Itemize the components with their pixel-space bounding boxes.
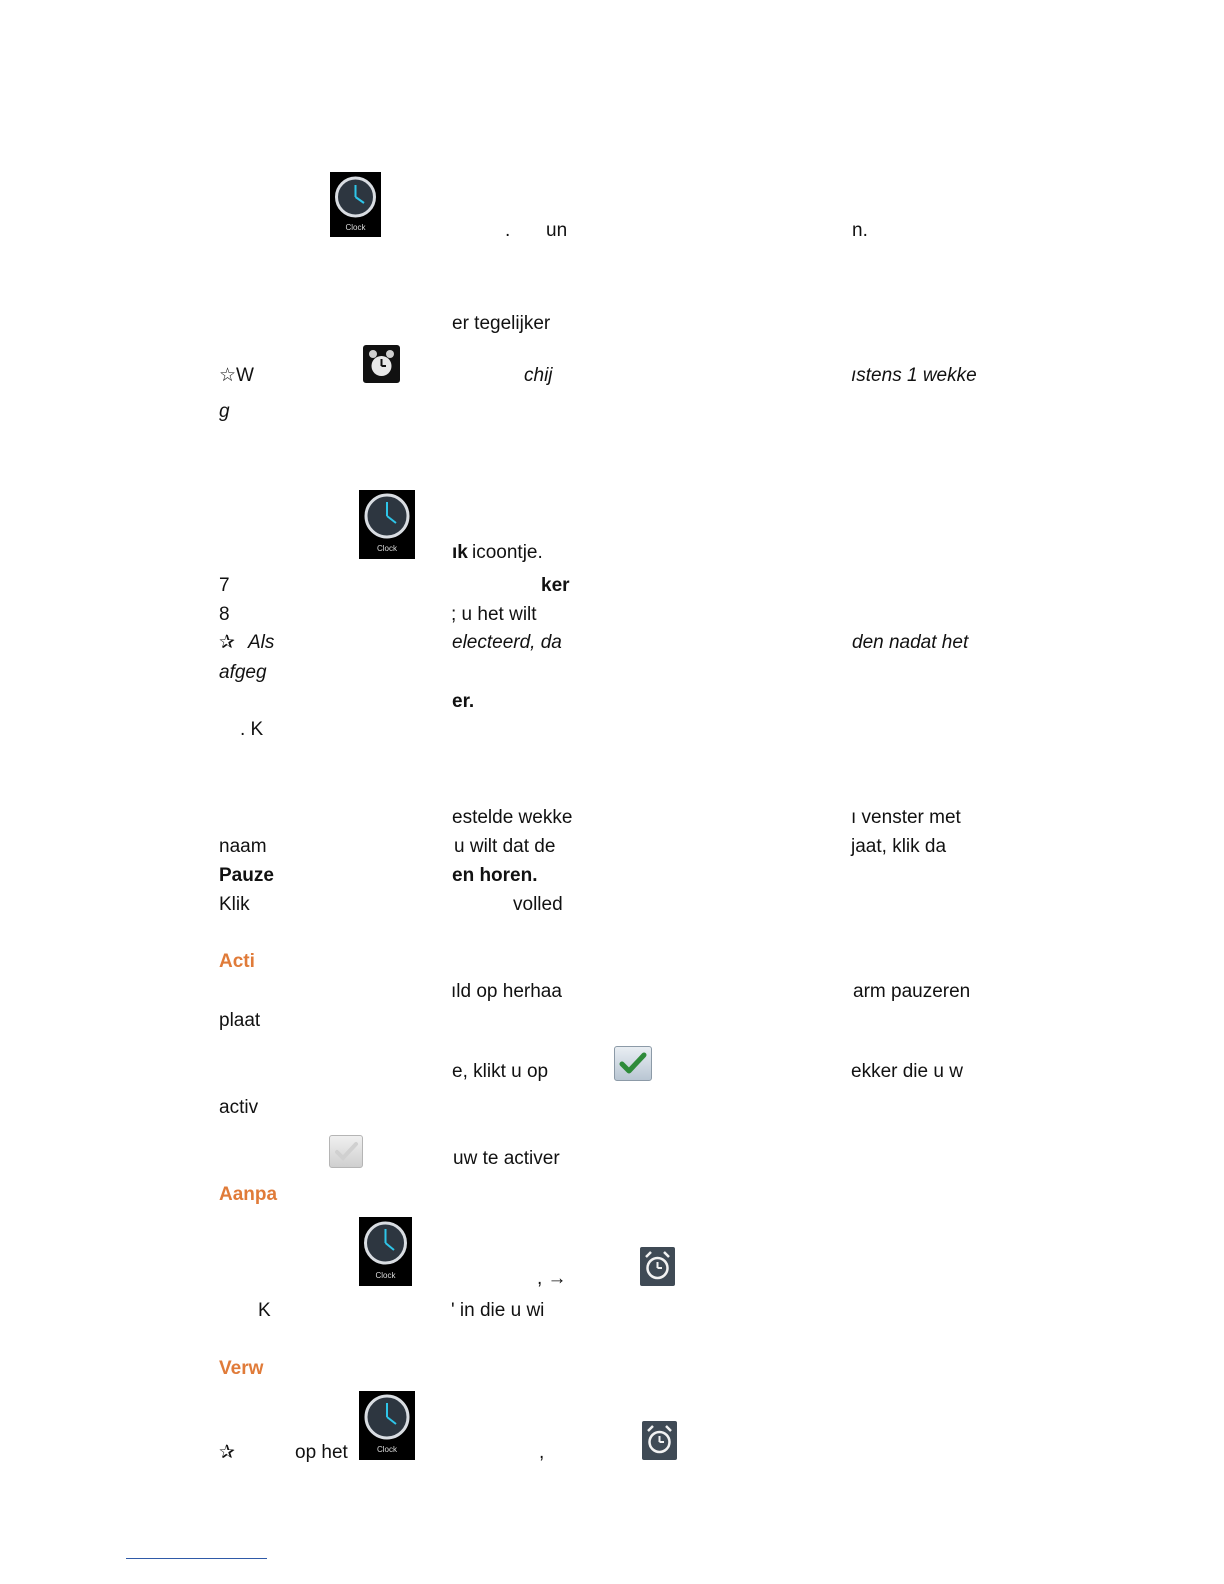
clock-icon-label: Clock — [376, 544, 398, 553]
alarm-tab-icon — [642, 1421, 677, 1460]
text-fragment: ker — [541, 575, 570, 596]
text-fragment: , — [539, 1442, 545, 1463]
alarm-clock-icon — [363, 345, 400, 383]
clock-icon-label: Clock — [375, 1271, 396, 1280]
text-fragment: . K — [240, 719, 264, 740]
text-fragment: , → — [537, 1268, 567, 1289]
text-fragment: ıld op herhaa — [451, 981, 562, 1002]
text-fragment: e, klikt u op — [452, 1061, 549, 1082]
text-fragment: un — [546, 220, 568, 241]
clock-icon — [359, 1217, 412, 1286]
text-fragment: den nadat het — [852, 632, 969, 653]
text-fragment: u wilt dat de — [454, 836, 556, 857]
clock-icon — [359, 490, 415, 559]
clock-app-icon — [330, 172, 381, 237]
text-fragment: Pauze — [219, 865, 274, 886]
text-fragment: ☆W — [219, 365, 254, 386]
text-fragment: estelde wekke — [452, 807, 573, 828]
clock-icon-label: Clock — [376, 1445, 398, 1454]
clock-icon — [330, 172, 381, 237]
star-icon: ✰ — [219, 632, 235, 653]
text-fragment: ' in die u wi — [451, 1300, 545, 1321]
section-heading: Acti — [219, 951, 255, 972]
unchecked-checkbox-icon — [329, 1135, 363, 1168]
footnote-separator — [126, 1558, 267, 1559]
text-fragment: jaat, klik da — [851, 836, 947, 857]
text-fragment: en horen. — [452, 865, 538, 886]
section-heading: Verw — [219, 1358, 264, 1379]
text-fragment: volled — [513, 894, 563, 915]
text-fragment: uw te activer — [453, 1148, 560, 1169]
star-icon: ✰ — [219, 1442, 235, 1463]
text-fragment: arm pauzeren — [853, 981, 971, 1002]
text-fragment: Klik — [219, 894, 250, 915]
text-fragment: chij — [524, 365, 553, 386]
alarm-clock-icon — [640, 1247, 675, 1286]
text-fragment: afgeg — [219, 662, 267, 683]
list-number: 8 — [219, 604, 230, 625]
text-fragment: activ — [219, 1097, 259, 1118]
text-fragment: icoontje. — [472, 542, 543, 563]
clock-icon — [359, 1391, 415, 1460]
list-number: 7 — [219, 575, 230, 596]
text-fragment: ıstens 1 wekke — [851, 365, 977, 386]
text-fragment: ı venster met — [851, 807, 961, 828]
text-fragment: plaat — [219, 1010, 261, 1031]
clock-app-icon — [359, 490, 415, 559]
checked-checkbox-icon — [614, 1046, 652, 1081]
text-fragment: n. — [852, 220, 868, 241]
text-fragment: ; u het wilt — [451, 604, 537, 625]
text-fragment: er tegelijker — [452, 313, 551, 334]
text-fragment: K — [258, 1300, 271, 1321]
alarm-clock-icon — [642, 1421, 677, 1460]
section-heading: Aanpa — [219, 1184, 278, 1205]
text-fragment: . — [505, 220, 511, 241]
text-fragment: g — [219, 401, 230, 422]
clock-icon-label: Clock — [345, 223, 366, 232]
text-fragment: naam — [219, 836, 267, 857]
text-fragment: Als — [248, 632, 275, 653]
clock-app-icon — [359, 1217, 412, 1286]
text-fragment: ekker die u w — [851, 1061, 963, 1082]
text-fragment: electeerd, da — [452, 632, 562, 653]
alarm-app-icon — [363, 345, 400, 383]
text-fragment: op het — [295, 1442, 348, 1463]
text-fragment: er. — [452, 691, 475, 712]
text-fragment: ık — [452, 542, 468, 563]
clock-app-icon — [359, 1391, 415, 1460]
alarm-tab-icon — [640, 1247, 675, 1286]
